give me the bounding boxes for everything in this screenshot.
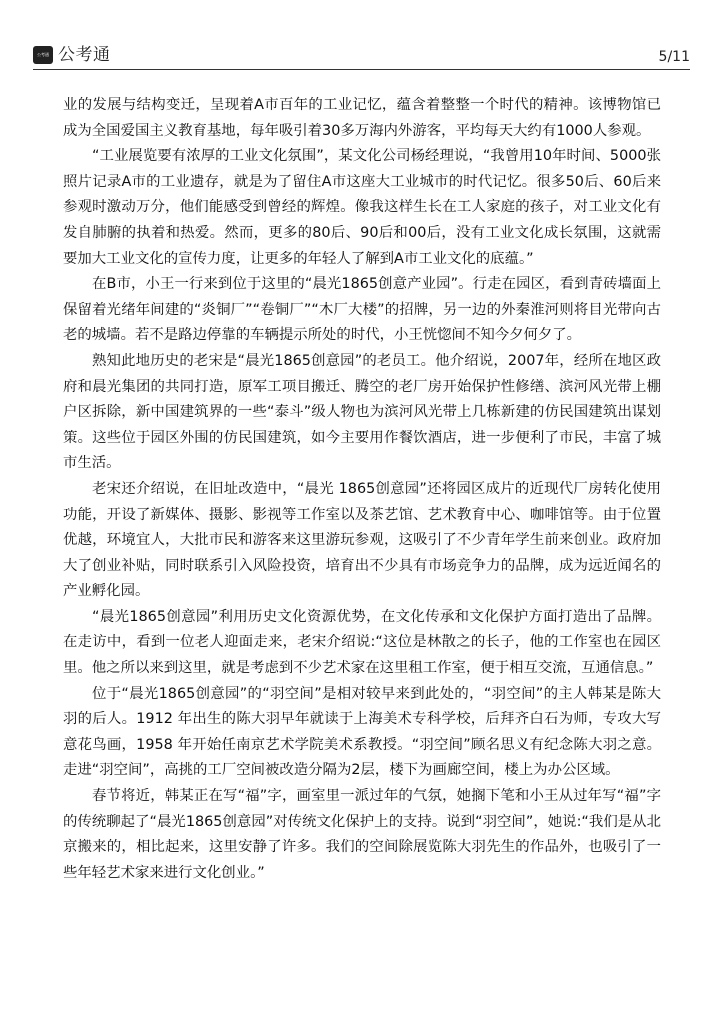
page-number: 5/11 xyxy=(658,49,690,65)
paragraph: “工业展览要有浓厚的工业文化氛围”，某文化公司杨经理说，“我曾用10年时间、5000张照片记录A市的工业遗存，就是为了留住A市这座大工业城市的时代记忆。很多50后、60后来参观时激动万分，他们能感受到曾经的辉煌。像我这样生长在工人家庭的孩子，对工业文化有发自肺腑的执着和热爱。然而，更多的80后、90后和00后，没有工业文化成长氛围，这就需要加大工业文化的宣传力度，让更多的年轻人了解到A市工业文化的底蕴。” xyxy=(63,148,661,267)
page-header xyxy=(33,44,690,70)
paragraph: 业的发展与结构变迁，呈现着A市百年的工业记忆，蕴含着整整一个时代的精神。该博物馆已成为全国爱国主义教育基地，每年吸引着30多万海内外游客，平均每天大约有1000人参观。 xyxy=(63,97,661,139)
paragraph: 位于“晨光1865创意园”的“羽空间”是相对较早来到此处的，“羽空间”的主人韩某是陈大羽的后人。1912 年出生的陈大羽早年就读于上海美术专科学校，后拜齐白石为师，专攻大写意花鸟画，1958 年开始任南京艺术学院美术系教授。“羽空间”顾名思义有纪念陈大羽之意。走进“羽空间”，高挑的工厂空间被改造分隔为2层，楼下为画廊空间，楼上为办公区域。 xyxy=(63,685,661,779)
paragraph: “晨光1865创意园”利用历史文化资源优势，在文化传承和文化保护方面打造出了品牌。在走访中，看到一位老人迎面走来，老宋介绍说:“这位是林散之的长子，他的工作室也在园区里。他之所以来到这里，就是考虑到不少艺术家在这里租工作室，便于相互交流，互通信息。” xyxy=(63,608,661,677)
paragraph: 春节将近，韩某正在写“福”字，画室里一派过年的气氛，她搁下笔和小王从过年写“福”字的传统聊起了“晨光1865创意园”对传统文化保护上的支持。说到“羽空间”，她说:“我们是从北京搬来的，相比起来，这里安静了许多。我们的空间除展览陈大羽先生的作品外，也吸引了一些年轻艺术家来进行文化创业。” xyxy=(63,788,661,881)
header-divider xyxy=(33,69,690,70)
brand-name: 公考通 xyxy=(58,45,111,65)
paragraph: 在B市，小王一行来到位于这里的“晨光1865创意产业园”。行走在园区，看到青砖墙面上保留着光绪年间建的“炎铜厂”“卷铜厂”“木厂大楼”的招牌，另一边的外秦淮河则将目光带向古老的城墙。若不是路边停靠的车辆提示所处的时代，小王恍惚间不知今夕何夕了。 xyxy=(63,276,661,344)
document-body xyxy=(63,93,661,886)
paragraph: 老宋还介绍说，在旧址改造中，“晨光 1865创意园”还将园区成片的近现代厂房转化使用功能，开设了新媒体、摄影、影视等工作室以及茶艺馆、艺术教育中心、咖啡馆等。由于位置优越，环境宜人，大批市民和游客来这里游玩参观，这吸引了不少青年学生前来创业。政府加大了创业补贴，同时联系引入风险投资，培育出不少具有市场竞争力的品牌，成为远近闻名的产业孵化园。 xyxy=(63,480,661,600)
paragraph: 熟知此地历史的老宋是“晨光1865创意园”的老员工。他介绍说，2007年，经所在地区政府和晨光集团的共同打造，原军工项目搬迁、腾空的老厂房开始保护性修缮、滨河风光带上棚户区拆除，新中国建筑界的一些“泰斗”级人物也为滨河风光带上几栋新建的仿民国建筑出谋划策。这些位于园区外围的仿民国建筑，如今主要用作餐饮酒店，进一步便利了市民，丰富了城市生活。 xyxy=(63,352,661,472)
brand-logo: 公考通 xyxy=(33,46,53,64)
